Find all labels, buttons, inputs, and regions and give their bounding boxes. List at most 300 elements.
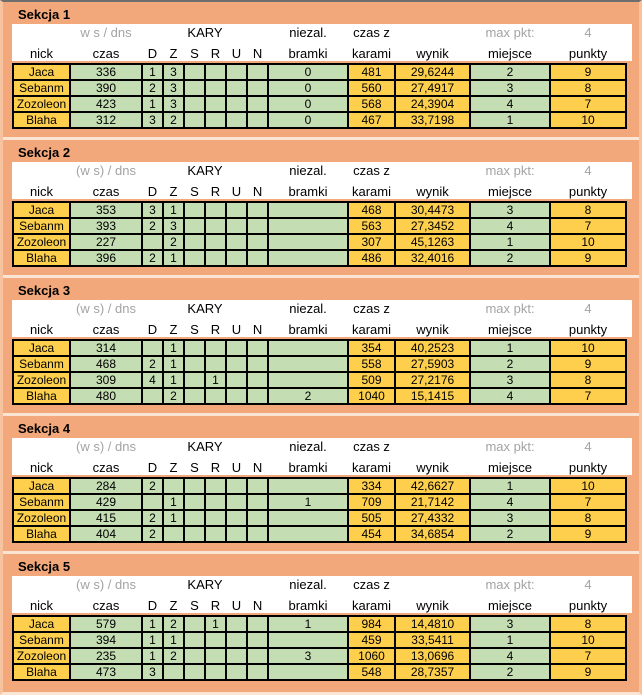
cell-u	[226, 372, 247, 388]
column-header-nick: nick	[29, 322, 54, 337]
header-czas-z-label: czas z	[353, 439, 390, 454]
cell-u	[226, 96, 247, 112]
header-spacer-nick	[13, 576, 70, 593]
cell-wynik: 15,1415	[395, 388, 470, 404]
cell-n	[247, 218, 268, 234]
cell-z: 2	[163, 648, 184, 664]
header-czas-z-label: czas z	[353, 163, 390, 178]
table-body	[13, 340, 626, 404]
header-spacer-wynik	[395, 24, 470, 41]
header-group-row	[13, 24, 626, 41]
column-header-bramki: bramki	[288, 598, 328, 613]
table-row	[13, 218, 626, 234]
cell-d	[142, 340, 163, 356]
cell-s	[184, 632, 205, 648]
cell-miejsce: 1	[470, 478, 550, 494]
cell-punkty: 7	[550, 96, 626, 112]
cell-bramki: 1	[268, 494, 348, 510]
table-header	[13, 300, 626, 340]
cell-punkty: 8	[550, 80, 626, 96]
column-header-wynik: wynik	[416, 46, 449, 61]
cell-miejsce: 3	[470, 510, 550, 526]
cell-czas: 394	[70, 632, 142, 648]
column-header-u: U	[231, 46, 242, 61]
cell-karami: 486	[348, 250, 395, 266]
cell-nick: Sebanm	[13, 632, 70, 648]
cell-n	[247, 112, 268, 128]
cell-u	[226, 64, 247, 80]
cell-miejsce: 1	[470, 234, 550, 250]
header-spacer-nick	[13, 300, 70, 317]
column-header-r: R	[210, 460, 221, 475]
cell-czas: 314	[70, 340, 142, 356]
table-row	[13, 356, 626, 372]
cell-bramki: 2	[268, 388, 348, 404]
cell-nick: Blaha	[13, 112, 70, 128]
cell-r	[205, 526, 226, 542]
section-title: Sekcja 1	[18, 7, 71, 22]
header-kary-label: KARY	[187, 577, 223, 592]
cell-z: 1	[163, 202, 184, 218]
cell-s	[184, 356, 205, 372]
cell-n	[247, 526, 268, 542]
cell-czas: 227	[70, 234, 142, 250]
section	[3, 140, 639, 278]
table-row	[13, 234, 626, 250]
cell-bramki	[268, 526, 348, 542]
cell-r	[205, 202, 226, 218]
column-header-n: N	[252, 184, 263, 199]
cell-nick: Blaha	[13, 664, 70, 680]
cell-punkty: 10	[550, 340, 626, 356]
cell-d: 2	[142, 526, 163, 542]
cell-punkty: 7	[550, 494, 626, 510]
cell-s	[184, 494, 205, 510]
cell-miejsce: 4	[470, 494, 550, 510]
cell-s	[184, 340, 205, 356]
column-header-nick: nick	[29, 460, 54, 475]
header-group-row	[13, 438, 626, 455]
cell-wynik: 33,5411	[395, 632, 470, 648]
cell-czas: 235	[70, 648, 142, 664]
cell-karami: 560	[348, 80, 395, 96]
section-title: Sekcja 2	[18, 145, 71, 160]
section-table	[12, 300, 627, 405]
header-czas-z-label: czas z	[353, 301, 390, 316]
cell-u	[226, 648, 247, 664]
cell-bramki: 0	[268, 80, 348, 96]
column-header-bramki: bramki	[288, 322, 328, 337]
cell-d: 2	[142, 510, 163, 526]
column-header-wynik: wynik	[416, 460, 449, 475]
cell-u	[226, 112, 247, 128]
column-header-z: Z	[169, 46, 178, 61]
cell-nick: Sebanm	[13, 494, 70, 510]
cell-u	[226, 388, 247, 404]
cell-u	[226, 218, 247, 234]
cell-d: 2	[142, 218, 163, 234]
cell-r	[205, 218, 226, 234]
table-row	[13, 388, 626, 404]
cell-wynik: 40,2523	[395, 340, 470, 356]
table-row	[13, 202, 626, 218]
cell-czas: 312	[70, 112, 142, 128]
cell-punkty: 8	[550, 510, 626, 526]
column-header-s: S	[190, 598, 199, 613]
cell-wynik: 24,3904	[395, 96, 470, 112]
cell-z: 1	[163, 356, 184, 372]
cell-u	[226, 80, 247, 96]
cell-z: 2	[163, 112, 184, 128]
cell-wynik: 34,6854	[395, 526, 470, 542]
cell-wynik: 27,3452	[395, 218, 470, 234]
cell-wynik: 21,7142	[395, 494, 470, 510]
column-header-wynik: wynik	[416, 184, 449, 199]
table-row	[13, 340, 626, 356]
cell-czas: 404	[70, 526, 142, 542]
cell-czas: 429	[70, 494, 142, 510]
cell-bramki	[268, 340, 348, 356]
cell-u	[226, 632, 247, 648]
cell-d: 2	[142, 250, 163, 266]
cell-karami: 1040	[348, 388, 395, 404]
cell-z: 2	[163, 616, 184, 632]
cell-czas: 468	[70, 356, 142, 372]
cell-d: 2	[142, 80, 163, 96]
section-title: Sekcja 5	[18, 559, 71, 574]
cell-punkty: 9	[550, 664, 626, 680]
cell-z	[163, 478, 184, 494]
cell-miejsce: 2	[470, 64, 550, 80]
column-header-karami: karami	[352, 46, 392, 61]
cell-miejsce: 3	[470, 202, 550, 218]
cell-n	[247, 372, 268, 388]
cell-n	[247, 356, 268, 372]
cell-bramki	[268, 664, 348, 680]
table-row	[13, 96, 626, 112]
cell-d: 3	[142, 202, 163, 218]
cell-n	[247, 632, 268, 648]
column-header-d: D	[147, 460, 158, 475]
cell-z: 1	[163, 250, 184, 266]
table-header	[13, 24, 626, 64]
cell-u	[226, 202, 247, 218]
column-header-u: U	[231, 460, 242, 475]
column-header-punkty: punkty	[568, 184, 608, 199]
cell-nick: Sebanm	[13, 356, 70, 372]
cell-czas: 473	[70, 664, 142, 680]
section-table-wrap	[12, 300, 632, 405]
cell-wynik: 45,1263	[395, 234, 470, 250]
cell-n	[247, 340, 268, 356]
column-header-s: S	[190, 460, 199, 475]
section	[3, 416, 639, 554]
cell-punkty: 10	[550, 632, 626, 648]
cell-miejsce: 4	[470, 388, 550, 404]
cell-r	[205, 96, 226, 112]
cell-s	[184, 96, 205, 112]
cell-u	[226, 250, 247, 266]
cell-n	[247, 510, 268, 526]
cell-bramki: 0	[268, 96, 348, 112]
column-header-r: R	[210, 184, 221, 199]
header-group-row	[13, 576, 626, 593]
cell-u	[226, 234, 247, 250]
column-header-czas: czas	[92, 598, 120, 613]
cell-bramki: 3	[268, 648, 348, 664]
cell-r	[205, 234, 226, 250]
cell-n	[247, 648, 268, 664]
header-max-pkt-label: max pkt:	[485, 163, 535, 178]
sections-container	[3, 2, 639, 692]
cell-d: 2	[142, 356, 163, 372]
cell-d: 1	[142, 632, 163, 648]
cell-d: 3	[142, 664, 163, 680]
table-row	[13, 112, 626, 128]
cell-d	[142, 388, 163, 404]
header-niezal-label: niezal.	[289, 25, 327, 40]
table-row	[13, 526, 626, 542]
cell-miejsce: 2	[470, 356, 550, 372]
cell-karami: 1060	[348, 648, 395, 664]
cell-d	[142, 234, 163, 250]
cell-u	[226, 526, 247, 542]
cell-punkty: 10	[550, 112, 626, 128]
cell-bramki	[268, 478, 348, 494]
cell-nick: Jaca	[13, 340, 70, 356]
cell-d: 1	[142, 96, 163, 112]
section-table-wrap	[12, 24, 632, 129]
column-header-wynik: wynik	[416, 598, 449, 613]
column-header-czas: czas	[92, 322, 120, 337]
column-header-u: U	[231, 598, 242, 613]
cell-s	[184, 202, 205, 218]
cell-u	[226, 616, 247, 632]
cell-punkty: 9	[550, 64, 626, 80]
cell-nick: Zozoleon	[13, 372, 70, 388]
cell-s	[184, 478, 205, 494]
header-max-pkt-value: 4	[584, 439, 592, 454]
header-spacer-nick	[13, 24, 70, 41]
column-header-z: Z	[169, 598, 178, 613]
column-header-czas: czas	[92, 460, 120, 475]
column-header-s: S	[190, 322, 199, 337]
table-row	[13, 250, 626, 266]
header-ws-dns-label: (w s) / dns	[76, 577, 136, 592]
cell-z: 3	[163, 96, 184, 112]
cell-nick: Zozoleon	[13, 234, 70, 250]
column-header-n: N	[252, 322, 263, 337]
cell-wynik: 14,4810	[395, 616, 470, 632]
column-header-bramki: bramki	[288, 184, 328, 199]
header-group-row	[13, 300, 626, 317]
column-header-czas: czas	[92, 46, 120, 61]
column-header-nick: nick	[29, 46, 54, 61]
cell-nick: Jaca	[13, 478, 70, 494]
cell-punkty: 9	[550, 250, 626, 266]
cell-karami: 505	[348, 510, 395, 526]
section-table-wrap	[12, 162, 632, 267]
cell-nick: Jaca	[13, 202, 70, 218]
cell-n	[247, 96, 268, 112]
cell-karami: 563	[348, 218, 395, 234]
cell-karami: 568	[348, 96, 395, 112]
cell-czas: 415	[70, 510, 142, 526]
cell-s	[184, 112, 205, 128]
table-row	[13, 494, 626, 510]
column-header-z: Z	[169, 322, 178, 337]
cell-s	[184, 80, 205, 96]
table-row	[13, 478, 626, 494]
table-body	[13, 202, 626, 266]
cell-nick: Jaca	[13, 64, 70, 80]
cell-punkty: 10	[550, 478, 626, 494]
cell-miejsce: 3	[470, 372, 550, 388]
table-row	[13, 372, 626, 388]
cell-karami: 481	[348, 64, 395, 80]
header-max-pkt-label: max pkt:	[485, 25, 535, 40]
cell-czas: 393	[70, 218, 142, 234]
cell-miejsce: 4	[470, 648, 550, 664]
cell-karami: 984	[348, 616, 395, 632]
cell-punkty: 7	[550, 388, 626, 404]
cell-r	[205, 632, 226, 648]
section-table	[12, 162, 627, 267]
cell-karami: 558	[348, 356, 395, 372]
cell-d: 1	[142, 64, 163, 80]
cell-karami: 548	[348, 664, 395, 680]
section-table-wrap	[12, 576, 632, 681]
table-row	[13, 64, 626, 80]
cell-n	[247, 202, 268, 218]
cell-wynik: 13,0696	[395, 648, 470, 664]
cell-z: 3	[163, 218, 184, 234]
cell-z: 1	[163, 372, 184, 388]
cell-n	[247, 234, 268, 250]
cell-s	[184, 234, 205, 250]
cell-n	[247, 388, 268, 404]
column-header-karami: karami	[352, 598, 392, 613]
cell-punkty: 9	[550, 526, 626, 542]
cell-z: 3	[163, 64, 184, 80]
cell-bramki	[268, 234, 348, 250]
header-czas-z-label: czas z	[353, 577, 390, 592]
cell-r	[205, 80, 226, 96]
cell-wynik: 30,4473	[395, 202, 470, 218]
cell-czas: 480	[70, 388, 142, 404]
cell-d: 1	[142, 648, 163, 664]
table-body	[13, 478, 626, 542]
cell-r	[205, 648, 226, 664]
cell-nick: Sebanm	[13, 80, 70, 96]
section-title: Sekcja 4	[18, 421, 71, 436]
cell-wynik: 27,2176	[395, 372, 470, 388]
cell-wynik: 27,4332	[395, 510, 470, 526]
cell-miejsce: 1	[470, 632, 550, 648]
table-row	[13, 648, 626, 664]
header-columns-row	[13, 317, 626, 340]
header-niezal-label: niezal.	[289, 577, 327, 592]
cell-miejsce: 2	[470, 664, 550, 680]
section	[3, 2, 639, 140]
cell-nick: Jaca	[13, 616, 70, 632]
cell-s	[184, 616, 205, 632]
cell-karami: 454	[348, 526, 395, 542]
header-max-pkt-label: max pkt:	[485, 301, 535, 316]
cell-u	[226, 664, 247, 680]
cell-r	[205, 340, 226, 356]
column-header-punkty: punkty	[568, 322, 608, 337]
cell-z: 1	[163, 632, 184, 648]
column-header-d: D	[147, 598, 158, 613]
cell-r	[205, 388, 226, 404]
column-header-miejsce: miejsce	[487, 322, 533, 337]
cell-z	[163, 664, 184, 680]
cell-s	[184, 664, 205, 680]
column-header-d: D	[147, 184, 158, 199]
header-spacer-wynik	[395, 300, 470, 317]
table-header	[13, 438, 626, 478]
table-row	[13, 616, 626, 632]
column-header-n: N	[252, 46, 263, 61]
cell-czas: 353	[70, 202, 142, 218]
column-header-s: S	[190, 46, 199, 61]
cell-nick: Sebanm	[13, 218, 70, 234]
cell-bramki	[268, 632, 348, 648]
cell-miejsce: 4	[470, 218, 550, 234]
header-ws-dns-label: (w s) / dns	[76, 439, 136, 454]
cell-punkty: 7	[550, 648, 626, 664]
section-title: Sekcja 3	[18, 283, 71, 298]
cell-r: 1	[205, 616, 226, 632]
cell-nick: Blaha	[13, 526, 70, 542]
column-header-nick: nick	[29, 184, 54, 199]
cell-r	[205, 664, 226, 680]
cell-punkty: 7	[550, 218, 626, 234]
header-columns-row	[13, 179, 626, 202]
cell-r	[205, 112, 226, 128]
cell-u	[226, 494, 247, 510]
cell-punkty: 8	[550, 616, 626, 632]
column-header-miejsce: miejsce	[487, 184, 533, 199]
header-spacer-wynik	[395, 162, 470, 179]
column-header-n: N	[252, 598, 263, 613]
column-header-punkty: punkty	[568, 460, 608, 475]
header-columns-row	[13, 455, 626, 478]
cell-n	[247, 64, 268, 80]
cell-miejsce: 3	[470, 80, 550, 96]
header-group-row	[13, 162, 626, 179]
cell-czas: 336	[70, 64, 142, 80]
header-max-pkt-label: max pkt:	[485, 439, 535, 454]
cell-d: 1	[142, 616, 163, 632]
header-max-pkt-value: 4	[584, 577, 592, 592]
cell-s	[184, 648, 205, 664]
header-spacer-wynik	[395, 576, 470, 593]
column-header-r: R	[210, 322, 221, 337]
section	[3, 554, 639, 692]
column-header-u: U	[231, 184, 242, 199]
section-table-wrap	[12, 438, 632, 543]
header-spacer-nick	[13, 438, 70, 455]
header-columns-row	[13, 41, 626, 64]
column-header-miejsce: miejsce	[487, 460, 533, 475]
cell-karami: 459	[348, 632, 395, 648]
table-row	[13, 632, 626, 648]
cell-z: 2	[163, 234, 184, 250]
cell-s	[184, 372, 205, 388]
table-header	[13, 162, 626, 202]
